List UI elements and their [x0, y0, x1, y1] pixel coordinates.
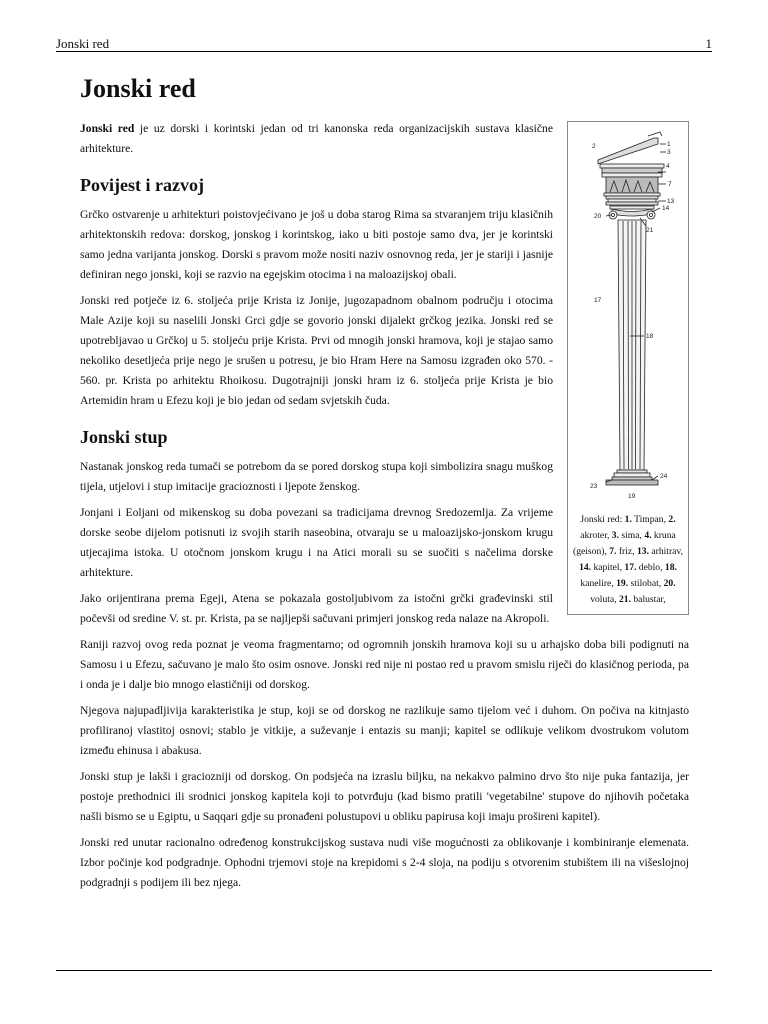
footer-rule: [56, 970, 712, 971]
intro-term: Jonski red: [80, 122, 135, 135]
caption-part: friz,: [616, 546, 637, 557]
caption-part: 20.: [663, 578, 676, 589]
figure-label: 2: [592, 143, 596, 150]
running-header-title: Jonski red: [56, 36, 110, 51]
caption-part: 1.: [624, 514, 632, 525]
caption-part: 2.: [668, 514, 676, 525]
caption-part: kapitel,: [591, 562, 625, 573]
figure-label: 3: [667, 149, 671, 156]
paragraph: Jonjani i Eoljani od mikenskog su doba povezani sa tradicijama drevnog Sredozemlja. Za vrijeme dorske seobe dijelom potisnuti iz svojih starih naseobina, otvaraju se u maloazijsko-jonskom krugu utjecajima istoka. U otočnom jonskom krugu i na Atici morali su se suočiti s načelima dorske arhitekture.: [80, 506, 553, 579]
figure-label: 4: [666, 163, 670, 170]
ionic-order-figure: [567, 121, 689, 615]
caption-part: 13.: [636, 546, 649, 557]
caption-part: 19.: [616, 578, 629, 589]
ionic-column-drawing: [576, 126, 680, 506]
caption-part: sima,: [619, 530, 645, 541]
header-rule: [56, 51, 712, 52]
figure-label: 1: [667, 141, 671, 148]
caption-part: 4.: [644, 530, 652, 541]
caption-part: balustar,: [630, 594, 666, 605]
figure-label: 19: [628, 493, 636, 500]
caption-part: arhitrav,: [648, 546, 683, 557]
caption-part: Jonski red:: [580, 514, 625, 525]
article-body: [80, 70, 689, 899]
paragraph: Raniji razvoj ovog reda poznat je veoma fragmentarno; od ogromnih jonskih hramova koji su u arhajsko doba bili podignuti na Samosu i u Efezu, sačuvano je malo što osim osnove. Jonski red nije ni postao red u pravom smislu riječi do klasičnog perioda, pa i onda je i dalje bio mnogo elastičniji od dorskog.: [80, 638, 689, 691]
caption-part: 7.: [609, 546, 617, 557]
figure-label: 20: [594, 213, 602, 220]
caption-part: kanelire,: [580, 578, 617, 589]
caption-part: voluta,: [590, 594, 619, 605]
figure-label: 7: [668, 181, 672, 188]
paragraph: Jonski red potječe iz 6. stoljeća prije Krista iz Jonije, jugozapadnom obalnom području i otocima Male Azije koji su naselili Jonski Grci gdje se govorio jonski dijalekt grčkog jezika. Jonski red se upotrebljavao u Grčkoj u 5. stoljeću prije Krista. Prvi od mnogih jonski hramova, koji je stajao samo nekoliko desetljeća prije nego je srušen u potresu, je bio Hram Here na Samosu izgrađen oko 570. - 560. pr. Krista po arhitektu Rhoikosu. Dugotrajniji jonski hram iz 6. stoljeća prije Krista je bio Artemidin hram u Efezu koji je bio jedan od sedam svjetskih čuda.: [80, 294, 553, 407]
figure-label: 17: [594, 297, 602, 304]
paragraph: Njegova najupadljivija karakteristika je stup, koji se od dorskog ne razlikuje samo tijelom već i duhom. On počiva na kitnjasto profiliranoj vlastitoj osnovi; stablo je vitkije, a suževanje i entazis su manji; kapitel se odlikuje velikom dvostrukom volutom između ehinusa i abakusa.: [80, 704, 689, 757]
paragraph: Grčko ostvarenje u arhitekturi poistovjećivano je još u doba starog Rima sa stvaranjem triju klasičnih arhitektonskih redova: dorskog, jonskog i korintskog, iako u biti postoje samo dva, jer je korintski samo jedna varijanta jonskog. Dorski s pravom može nositi naziv osnovnog reda, jer je stariji i jasnije definiran nego jonski, koji se razvio na egejskim otocima i na maloazijskoj obali.: [80, 208, 553, 281]
section-heading-column: Jonski stup: [80, 427, 168, 447]
caption-part: 14.: [579, 562, 592, 573]
figure-label: 21: [646, 227, 654, 234]
figure-label: 24: [660, 473, 668, 480]
figure-label: 14: [662, 205, 670, 212]
paragraph: Jonski stup je lakši i graciozniji od dorskog. On podsjeća na izraslu biljku, na nekakvo palmino drvo što nije puka fantazija, jer postoje prethodnici ili srodnici jonskog kapitela koji to potvrđuju (kad bismo pratili 'vegetabilne' stupove do njihovih početaka našli bismo se u Egiptu, u Saqqari gdje su pronađeni polustupovi u obliku papirusa koji imaju prošireni kapitel).: [80, 770, 689, 823]
caption-part: stilobat,: [628, 578, 664, 589]
caption-part: Timpan,: [631, 514, 669, 525]
caption-part: 21.: [618, 594, 631, 605]
running-header: [56, 36, 712, 52]
caption-part: deblo,: [636, 562, 665, 573]
figure-caption: [571, 512, 685, 608]
page-title: Jonski red: [80, 74, 196, 103]
caption-part: akroter,: [580, 530, 612, 541]
caption-part: kruna (geison),: [573, 530, 676, 557]
intro-text: je uz dorski i korintski jedan od tri kanonska reda organizacijskih sustava klasične arhitekture.: [80, 122, 553, 155]
caption-part: 17.: [624, 562, 637, 573]
figure-label: 18: [646, 333, 654, 340]
section-heading-history: Povijest i razvoj: [80, 175, 204, 195]
page-number: 1: [705, 36, 712, 51]
paragraph: Jako orijentirana prema Egeji, Atena se pokazala gostoljubivom za istočni grčki građevinski stil počevši od sredine V. st. pr. Krista, pa se najljepši sačuvani primjeri jonskog reda nalaze na Akropoli.: [80, 592, 553, 625]
caption-part: 3.: [611, 530, 619, 541]
figure-label: 13: [667, 198, 675, 205]
caption-part: 18.: [664, 562, 677, 573]
figure-label: 23: [590, 483, 598, 490]
paragraph: Jonski red unutar racionalno određenog konstrukcijskog sustava nudi više mogućnosti za oblikovanje i kombiniranje elemenata. Izbor počinje kod podgradnje. Ophodni trjemovi stoje na krepidomi s 2-4 sloja, na podiju s otvorenim stubištem ili na višeslojnoj podgradnji s podijem ili bez njega.: [80, 836, 689, 889]
paragraph: Nastanak jonskog reda tumači se potrebom da se pored dorskog stupa koji simbolizira snagu muškog tijela, utjelovi i stup imitacije gracioznosti i ljepote ženskog.: [80, 460, 553, 493]
